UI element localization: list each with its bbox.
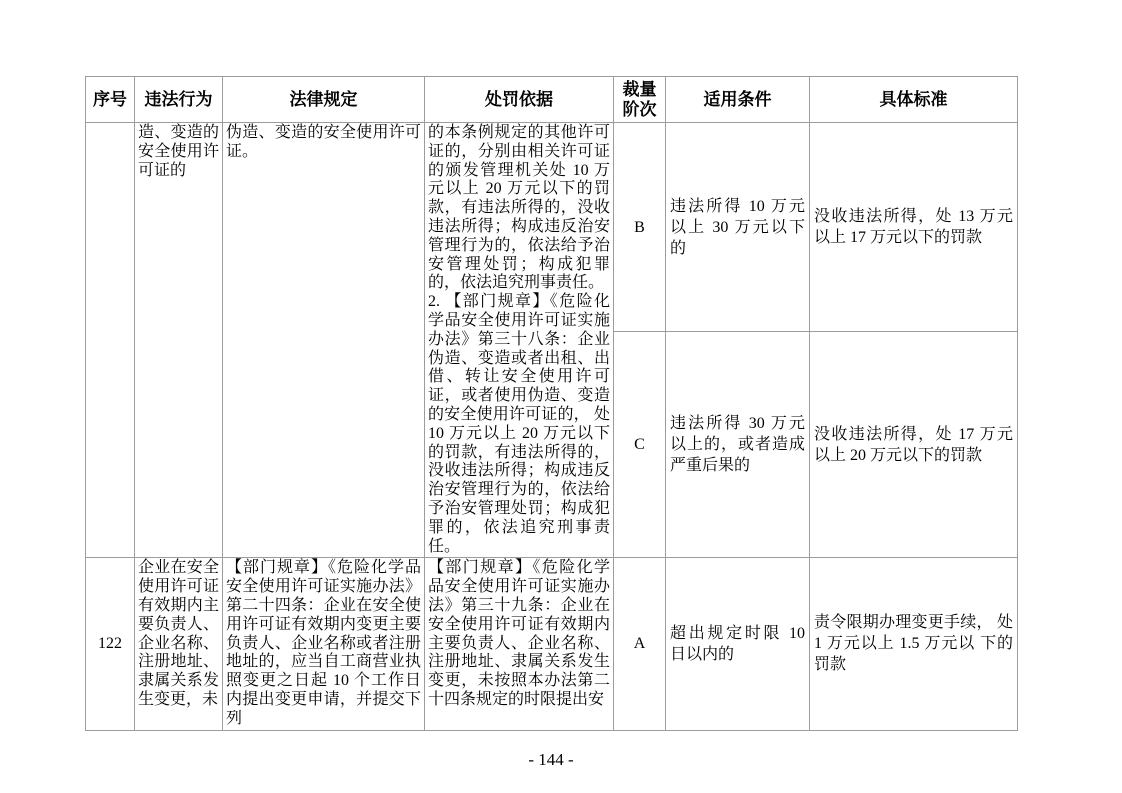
cell-condition-a: 超出规定时限 10 日以内的: [666, 558, 810, 730]
violation-text: 企业在安全使用许可证有效期内主要负责人、企业名称、注册地址、隶属关系发生变更，未: [138, 559, 219, 708]
basis-paragraph-1: 的本条例规定的其他许可证的，分别由相关许可证的颁发管理机关处 10 万元以上 20 万元以下的罚款，有违法所得的，没收违法所得；构成违反治安管理行为的，依法给予治安管理处罚；构成犯罪的，依法追究刑事责任。: [428, 124, 610, 292]
column-header-basis: 处罚依据: [425, 77, 614, 123]
penalty-standards-table: [85, 76, 1018, 731]
cell-basis-row1: [425, 123, 614, 558]
basis-text: 【部门规章】《危险化学品安全使用许可证实施办法》第三十九条：企业在安全使用许可证有效期内主要负责人、企业名称、注册地址、隶属关系发生变更，未按照本办法第二十四条规定的时限提出安: [428, 559, 610, 708]
cell-grade-a: A: [614, 558, 666, 730]
page-number: - 144 -: [528, 750, 574, 769]
cell-violation-row122: [135, 558, 223, 730]
column-header-violation: 违法行为: [135, 77, 223, 123]
cell-grade-c: C: [614, 332, 666, 558]
table-row-122: [86, 558, 1018, 730]
table-header-row: [86, 77, 1018, 123]
cell-condition-c: 违法所得 30 万元以上的，或者造成严重后果的: [666, 332, 810, 558]
cell-standard-c: 没收违法所得，处 17 万元 以上 20 万元以下的罚款: [810, 332, 1018, 558]
column-header-seq: 序号: [86, 77, 135, 123]
column-header-law: 法律规定: [223, 77, 425, 123]
cell-standard-b: 没收违法所得，处 13 万元 以上 17 万元以下的罚款: [810, 123, 1018, 332]
cell-grade-b: B: [614, 123, 666, 332]
table-row-continued-subrow-b: [86, 123, 1018, 332]
cell-standard-a: 责令限期办理变更手续， 处 1 万元以上 1.5 万元以 下的罚款: [810, 558, 1018, 730]
cell-condition-b: 违法所得 10 万元以上 30 万元以下的: [666, 123, 810, 332]
column-header-condition: 适用条件: [666, 77, 810, 123]
cell-law-row1: [223, 123, 425, 558]
law-text: 【部门规章】《危险化学品安全使用许可证实施办法》第二十四条：企业在安全使用许可证有效期内变更主要负责人、企业名称或者注册地址的，应当自工商营业执照变更之日起 10 个工作日内提出变更申请，并提交下列: [226, 559, 421, 727]
cell-seq-row1: [86, 123, 135, 558]
cell-basis-row122: [425, 558, 614, 730]
cell-violation-row1: [135, 123, 223, 558]
law-text: 伪造、变造的安全使用许可证。: [226, 124, 421, 160]
column-header-standard: 具体标准: [810, 77, 1018, 123]
cell-seq-row122: 122: [86, 558, 135, 730]
violation-text: 造、变造的安全使用许可证的: [138, 124, 219, 179]
column-header-grade: 裁量阶次: [614, 77, 666, 123]
basis-paragraph-2: 2. 【部门规章】《危险化学品安全使用许可证实施办法》第三十八条：企业伪造、变造或者出租、出借、转让安全使用许可证，或者使用伪造、变造的安全使用许可证的， 处 10 万元以上 20 万元以下的罚款，有违法所得的， 没收违法所得；构成违反治安管理行为的，依法给予治安管理处罚；构成犯罪的，依法追究刑事责任。: [428, 293, 610, 555]
cell-law-row122: [223, 558, 425, 730]
